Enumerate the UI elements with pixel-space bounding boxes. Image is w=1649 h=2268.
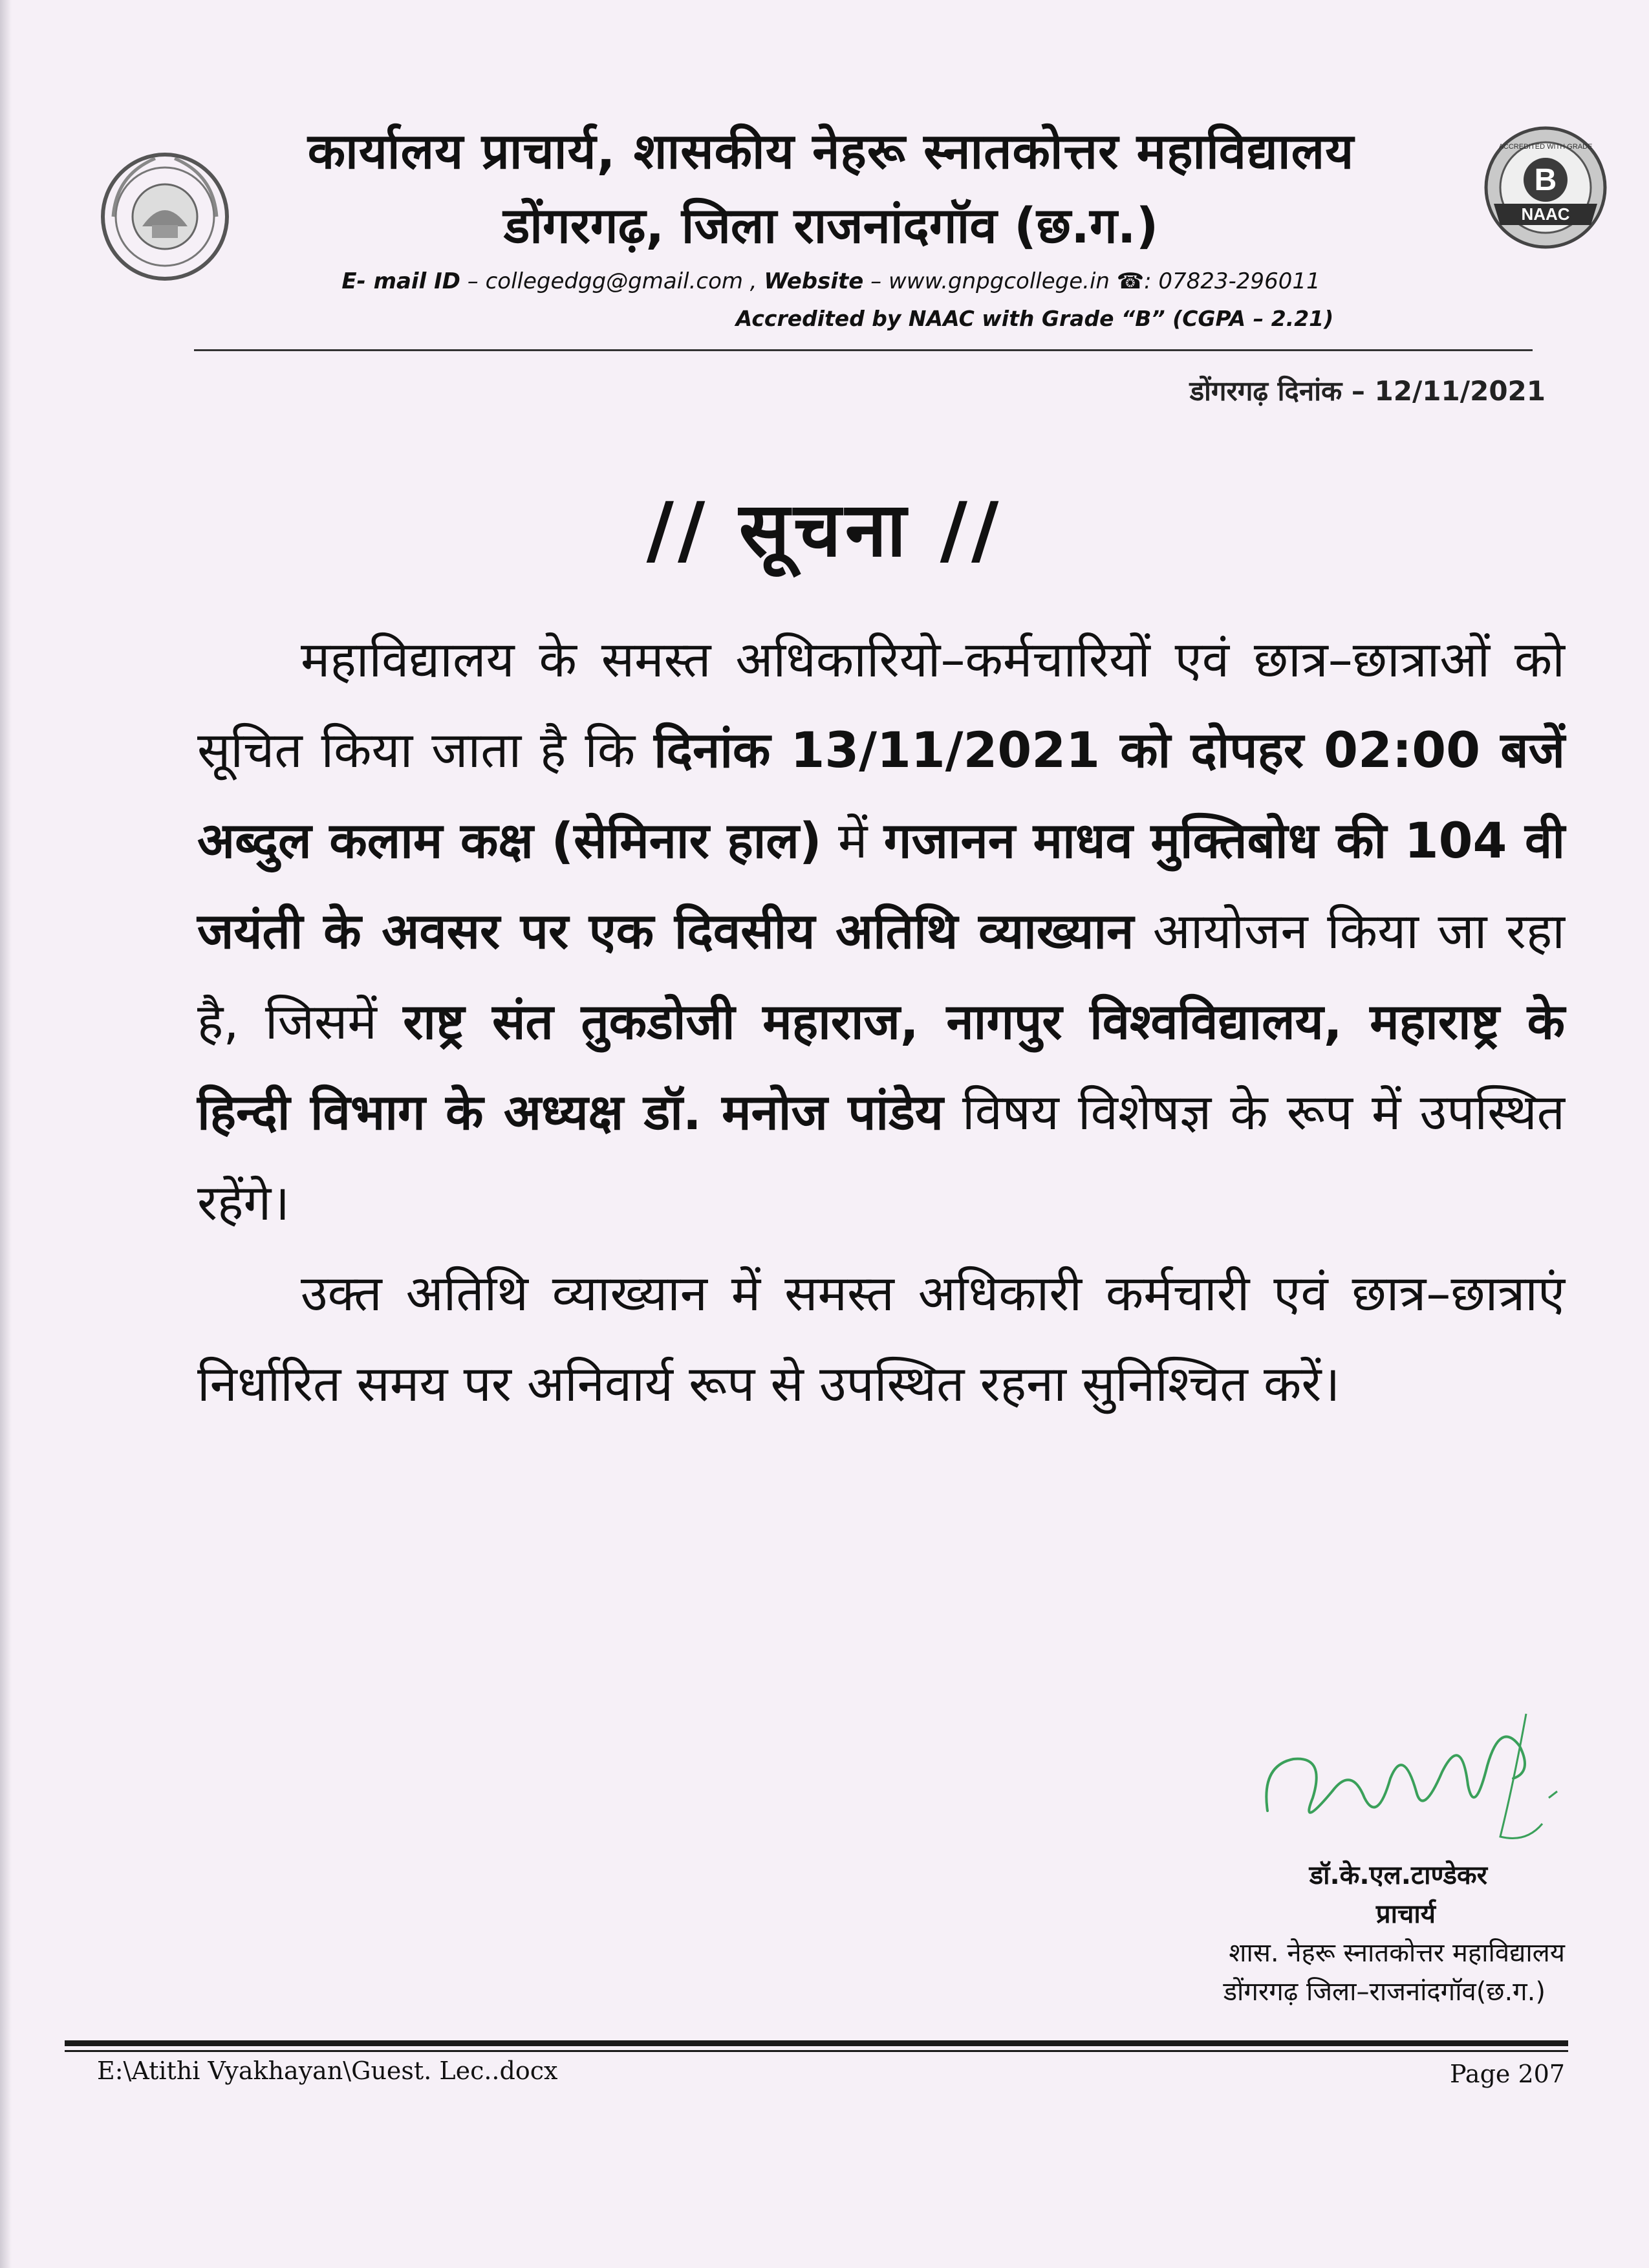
- naac-badge-icon: [1481, 123, 1610, 252]
- email-value: – collegedgg@gmail.com ,: [460, 268, 764, 294]
- college-office-title: कार्यालय प्राचार्य, शासकीय नेहरू स्नातकोत्तर महाविद्यालय: [307, 122, 1355, 180]
- principal-signature: [1255, 1707, 1558, 1856]
- page-number: Page 207: [1450, 2060, 1565, 2088]
- signatory-college: शास. नेहरू स्नातकोत्तर महाविद्यालय: [1229, 1938, 1565, 1968]
- accreditation-line: Accredited by NAAC with Grade “B” (CGPA – 2.21): [735, 306, 1334, 331]
- scan-edge-shadow: [0, 0, 12, 2268]
- footer-divider-thin: [65, 2050, 1568, 2052]
- guest-speaker: राष्ट्र संत तुकडोजी महाराज, नागपुर विश्वविद्यालय, महाराष्ट्र के हिन्दी विभाग के अध्यक्ष डॉ. मनोज पांडेय: [197, 993, 1565, 1141]
- body-text-segment: में: [821, 812, 884, 869]
- notice-body: [197, 614, 1565, 1429]
- notice-paragraph-1: [197, 614, 1565, 1248]
- phone-icon: ☎: [1116, 268, 1145, 294]
- svg-text:NAAC: NAAC: [1521, 204, 1570, 224]
- website-label: Website: [764, 268, 864, 294]
- date-line: डोंगरगढ़ दिनांक – 12/11/2021: [1189, 375, 1546, 407]
- college-emblem-icon: [97, 149, 233, 285]
- file-path: E:\Atithi Vyakhayan\Guest. Lec..docx: [97, 2057, 558, 2085]
- footer-divider-thick: [65, 2040, 1568, 2046]
- notice-title: // सूचना //: [646, 486, 1003, 574]
- email-label: E- mail ID: [341, 268, 460, 294]
- body-text-segment: आयोजन किया जा रहा है, जिसमें: [197, 902, 1565, 1050]
- college-location: डोंगरगढ़, जिला राजनांदगॉव (छ.ग.): [503, 197, 1159, 254]
- signatory-name: डॉ.के.एल.टाण्डेकर: [1309, 1861, 1487, 1890]
- signatory-title: प्राचार्य: [1375, 1899, 1436, 1929]
- svg-text:B: B: [1534, 163, 1557, 197]
- website-value: – www.gnpgcollege.in: [863, 268, 1117, 294]
- svg-text:ACCREDITED WITH GRADE: ACCREDITED WITH GRADE: [1498, 143, 1593, 151]
- body-text-segment: विषय विशेषज्ञ के रूप में उपस्थित रहेंगे।: [197, 1083, 1565, 1231]
- body-text-segment: महाविद्यालय के समस्त अधिकारियो–कर्मचारियों एवं छात्र–छात्राओं को सूचित किया जाता है कि: [197, 631, 1565, 779]
- header-divider: [194, 349, 1533, 351]
- phone-value: : 07823-296011: [1144, 268, 1320, 294]
- signatory-place: डोंगरगढ़ जिला–राजनांदगॉव(छ.ग.): [1223, 1977, 1546, 2007]
- event-date-venue: दिनांक 13/11/2021 को दोपहर 02:00 बजें अब्दुल कलाम कक्ष (सेमिनार हाल): [197, 721, 1565, 869]
- event-description: गजानन माधव मुक्तिबोध की 104 वी जयंती के अवसर पर एक दिवसीय अतिथि व्याख्यान: [197, 812, 1566, 960]
- notice-paragraph-2: उक्त अतिथि व्याख्यान में समस्त अधिकारी कर्मचारी एवं छात्र–छात्राएं निर्धारित समय पर अनिवार्य रूप से उपस्थित रहना सुनिश्चित करें।: [197, 1264, 1565, 1412]
- contact-line: [233, 268, 1429, 294]
